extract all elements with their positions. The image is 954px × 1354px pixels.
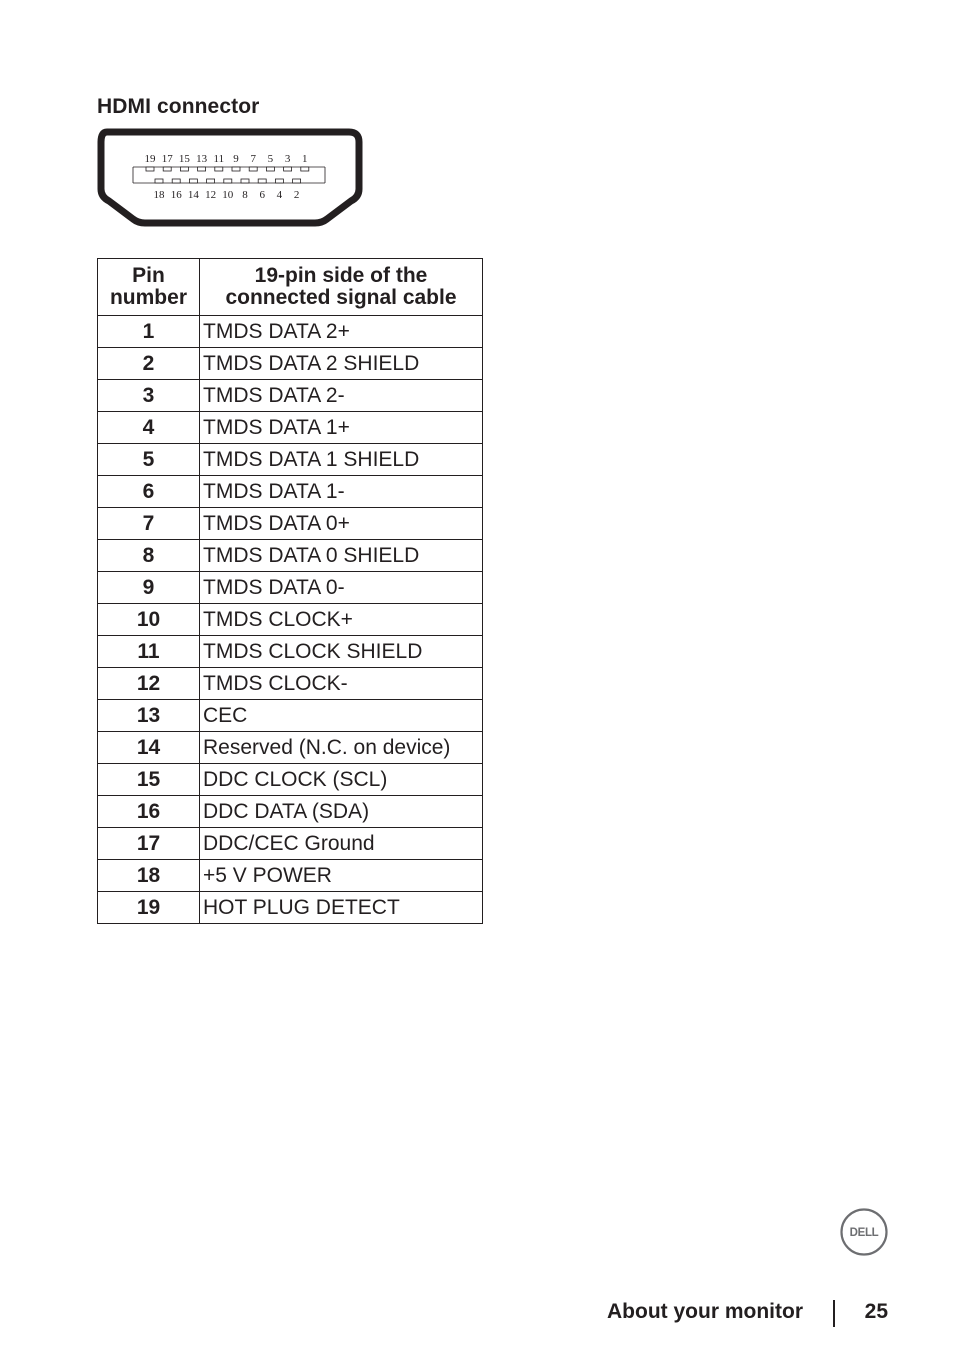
top-pin-label: 19 [144,153,156,165]
pin-number-cell: 2 [98,348,200,380]
signal-cell: TMDS DATA 1- [200,476,483,508]
pin-number-cell: 1 [98,316,200,348]
footer-title: About your monitor [607,1300,803,1323]
dell-logo-text: DELL [849,1227,879,1239]
table-header-row [98,259,483,316]
pin-number-cell: 4 [98,412,200,444]
signal-cell: TMDS DATA 0- [200,572,483,604]
signal-cell: +5 V POWER [200,860,483,892]
top-pin-contact [284,167,292,171]
bottom-pin-label: 2 [293,189,300,201]
bottom-pin-contact [293,179,301,183]
table-row [98,316,483,348]
pin-number-cell: 5 [98,444,200,476]
pin-number-cell: 9 [98,572,200,604]
section-title: HDMI connector [97,95,260,118]
top-pin-label: 5 [267,153,274,165]
table-row [98,380,483,412]
bottom-pin-label: 16 [170,189,182,201]
pin-number-cell: 7 [98,508,200,540]
signal-cell: Reserved (N.C. on device) [200,732,483,764]
bottom-pin-label: 10 [222,189,234,201]
top-pin-contact [198,167,206,171]
pin-number-cell: 19 [98,892,200,924]
hdmi-connector-diagram [95,127,365,227]
pin-number-cell: 11 [98,636,200,668]
bottom-pin-label: 18 [153,189,165,201]
top-pin-contact [232,167,240,171]
pin-number-cell: 15 [98,764,200,796]
pin-number-cell: 10 [98,604,200,636]
bottom-pin-contact [275,179,283,183]
top-pin-label: 3 [284,153,291,165]
top-pin-contact [266,167,274,171]
pin-number-cell: 3 [98,380,200,412]
top-pin-contact [163,167,171,171]
bottom-pin-label: 6 [259,189,265,201]
pin-number-cell: 18 [98,860,200,892]
top-pin-label: 9 [233,153,239,165]
top-pin-label: 11 [213,153,225,165]
header-signal: 19-pin side of the connected signal cable [200,259,483,316]
table-row [98,828,483,860]
top-pin-contact [146,167,154,171]
signal-cell: TMDS CLOCK SHIELD [200,636,483,668]
table-row [98,732,483,764]
table-row [98,572,483,604]
page-number: 25 [864,1300,888,1323]
bottom-pin-contact [241,179,249,183]
pin-number-cell: 17 [98,828,200,860]
table-row [98,700,483,732]
table-row [98,668,483,700]
footer-divider [833,1300,835,1327]
top-pin-contact [301,167,309,171]
table-row [98,540,483,572]
bottom-pin-contact [207,179,215,183]
bottom-pin-label: 8 [242,189,248,201]
pin-assignment-table [97,258,483,924]
table-row [98,508,483,540]
signal-cell: DDC CLOCK (SCL) [200,764,483,796]
signal-cell: TMDS CLOCK- [200,668,483,700]
signal-cell: TMDS CLOCK+ [200,604,483,636]
top-pin-label: 1 [302,153,308,165]
bottom-pin-label: 14 [187,189,199,201]
table-row [98,860,483,892]
signal-cell: DDC/CEC Ground [200,828,483,860]
top-pin-label: 13 [196,153,208,165]
hdmi-connector-outline [101,132,359,223]
signal-cell: TMDS DATA 2- [200,380,483,412]
table-row [98,796,483,828]
signal-cell: DDC DATA (SDA) [200,796,483,828]
signal-cell: CEC [200,700,483,732]
signal-cell: TMDS DATA 0+ [200,508,483,540]
top-pin-contact [249,167,257,171]
header-pin-number: Pin number [98,259,200,316]
signal-cell: TMDS DATA 2 SHIELD [200,348,483,380]
pin-number-cell: 16 [98,796,200,828]
bottom-pin-contact [172,179,180,183]
pin-number-cell: 8 [98,540,200,572]
bottom-pin-contact [224,179,232,183]
signal-cell: TMDS DATA 0 SHIELD [200,540,483,572]
pin-number-cell: 13 [98,700,200,732]
dell-logo-icon [840,1208,888,1256]
top-pin-label: 15 [178,153,190,165]
table-row [98,604,483,636]
bottom-pin-contact [155,179,163,183]
signal-cell: TMDS DATA 1+ [200,412,483,444]
table-row [98,892,483,924]
pin-number-cell: 14 [98,732,200,764]
table-row [98,412,483,444]
pin-number-cell: 6 [98,476,200,508]
table-row [98,636,483,668]
table-row [98,348,483,380]
top-pin-contact [180,167,188,171]
top-pin-label: 17 [161,153,173,165]
pin-number-cell: 12 [98,668,200,700]
signal-cell: TMDS DATA 2+ [200,316,483,348]
page-footer [0,1300,954,1330]
table-row [98,764,483,796]
bottom-pin-contact [189,179,197,183]
table-row [98,444,483,476]
table-row [98,476,483,508]
top-pin-contact [215,167,223,171]
signal-cell: TMDS DATA 1 SHIELD [200,444,483,476]
bottom-pin-label: 12 [205,189,217,201]
signal-cell: HOT PLUG DETECT [200,892,483,924]
top-pin-label: 7 [250,153,256,165]
bottom-pin-label: 4 [276,189,283,201]
bottom-pin-contact [258,179,266,183]
